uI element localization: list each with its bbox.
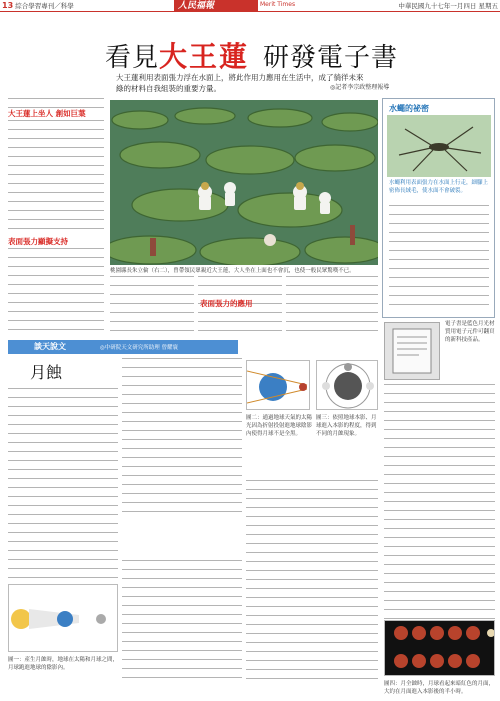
photo-caption: 桃園縣長朱立倫（右二），曾帶領民眾親近大王蓮，大人坐在上面也不會沉，也使一般民眾驚嘆不已。 xyxy=(110,268,355,274)
page-header xyxy=(0,0,500,12)
subhead-3: 表面張力的應用 xyxy=(200,299,253,308)
byline: ◎記者李宗政整理報導 xyxy=(330,84,390,91)
banner-author: ◎中研院天文研究所助理 曾耀寰 xyxy=(100,345,179,351)
page-number: 13 xyxy=(2,1,14,10)
section-name: 綜合學習專刊／科學 xyxy=(15,2,74,10)
subhead-1: 大王蓮上坐人 創如巨葉 xyxy=(8,109,86,118)
figure-4-caption: 圖四：月全蝕時，月球看起來暗紅色的月面，大約在月面進入本影後的半小時。 xyxy=(384,681,495,695)
masthead xyxy=(174,0,258,12)
figure-4-art xyxy=(385,621,495,676)
lotus-photo-art xyxy=(110,100,378,265)
moon-body-col3 xyxy=(246,480,378,680)
title-part-2: 大王蓮 xyxy=(159,40,250,73)
column-banner xyxy=(8,340,238,354)
moon-title: 月蝕 xyxy=(30,363,63,382)
sidebar-box xyxy=(382,98,495,318)
title-part-3: 研發電子書 xyxy=(263,43,399,73)
sidebar-caption: 水蠅利用表面張力在水面上行走，細腳上密佈長絨毛，使水面不會破裂。 xyxy=(389,180,489,194)
figure-2-art xyxy=(247,361,310,410)
body-text-col1 xyxy=(8,120,104,232)
sidebar-body-text xyxy=(389,205,489,313)
moon-body-col4 xyxy=(122,560,242,680)
body-text-col1b xyxy=(8,248,104,334)
sidebar-title: 水蠅的祕密 xyxy=(389,104,429,113)
body-text-col2 xyxy=(110,276,194,336)
body-text-col1-top xyxy=(8,98,104,108)
lotus-photo xyxy=(110,100,378,265)
figure-1-caption: 圖一：產生月蝕時，地球在太陽和月球之間，月球跑進地球的陰影內。 xyxy=(8,657,119,671)
moon-body-col2 xyxy=(122,358,242,520)
figure-3-art xyxy=(317,361,378,410)
figure-2 xyxy=(246,360,310,410)
e-book-image xyxy=(384,322,440,380)
water-strider-image xyxy=(387,115,491,177)
right-column-text xyxy=(384,384,495,652)
figure-3-caption: 圖三：依照地球本影、月球進入本影的程度，得到不同的月蝕現象。 xyxy=(316,415,377,437)
banner-title: 談天說文 xyxy=(34,342,66,351)
moon-body-col1 xyxy=(8,388,118,578)
water-strider-art xyxy=(387,115,491,177)
logo: 人民福報 xyxy=(178,1,215,11)
figure-1-art xyxy=(9,585,118,652)
e-book-art xyxy=(385,323,439,379)
body-text-col4 xyxy=(286,276,378,336)
figure-3 xyxy=(316,360,378,410)
issue-date: 中華民國九十七年一月四日 星期五 xyxy=(398,2,498,10)
figure-4 xyxy=(384,620,495,676)
figure-1 xyxy=(8,584,118,652)
e-book-caption: 電子書是藍色月光材質用電子元件可翻頁的新科技產品。 xyxy=(445,321,495,343)
article-title xyxy=(105,35,415,73)
article-deck: 大王蓮利用表面張力浮在水面上，將此作用力應用在生活中，成了徜徉未來綠的材料自我組裝的重要方量。 xyxy=(116,73,364,93)
title-part-1: 看見 xyxy=(105,43,160,73)
section-label xyxy=(2,1,74,10)
subhead-2: 表面張力顯擬支持 xyxy=(8,237,68,246)
english-subtitle: Merit Times xyxy=(260,1,296,8)
figure-2-caption: 圖二：通過地球天氣的太陽光因為折射投射進地球陰影內使得月球不是全黑。 xyxy=(246,415,313,437)
